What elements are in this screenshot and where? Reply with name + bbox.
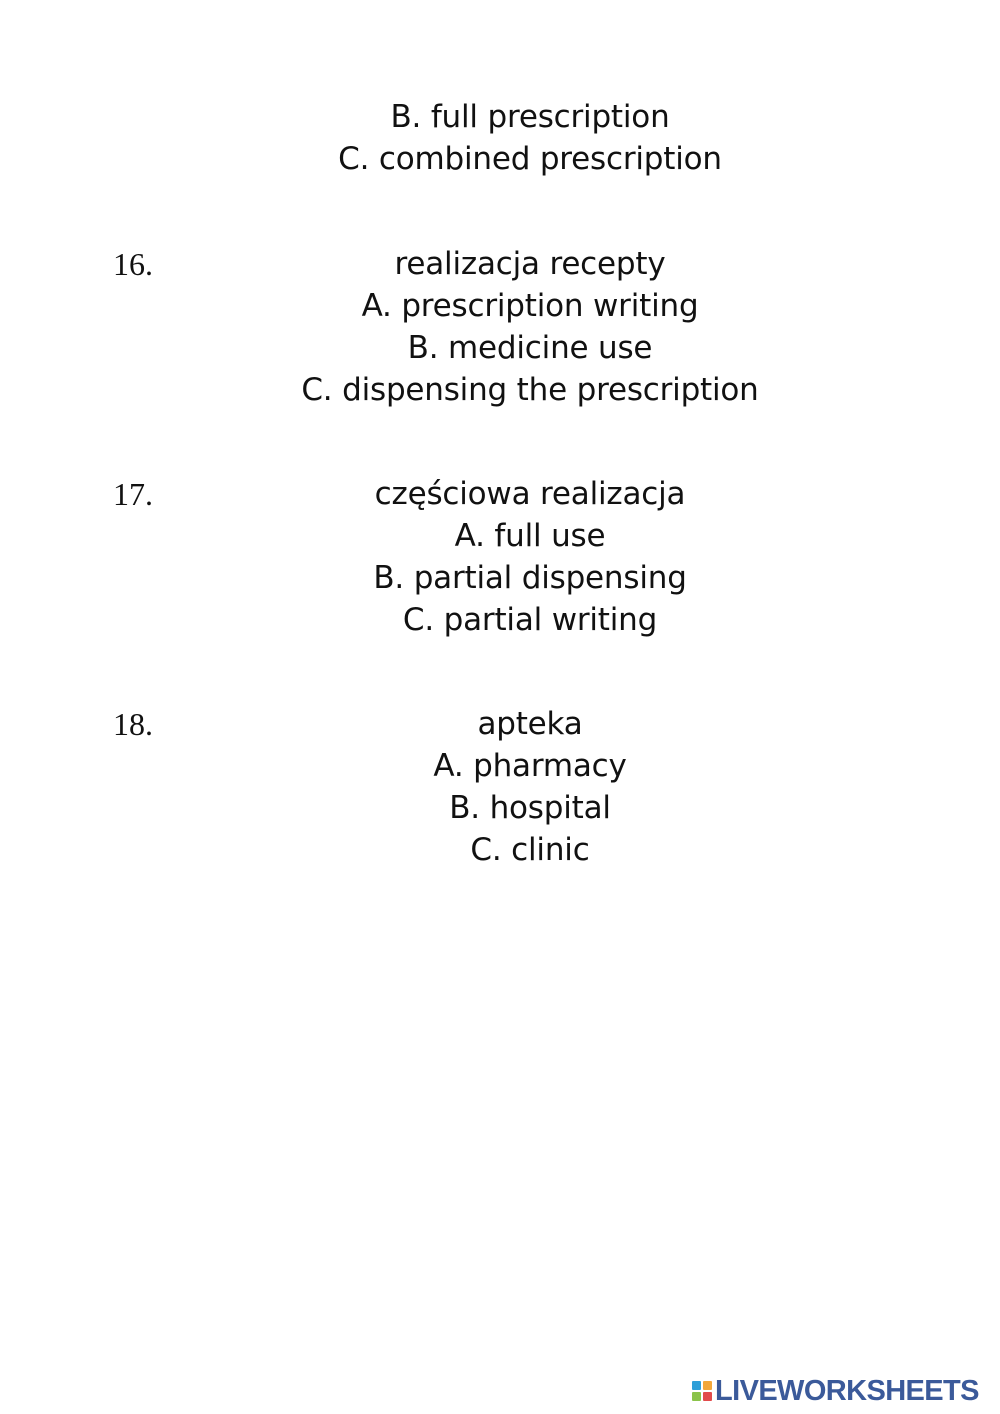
option-b[interactable]: B. medicine use [407,330,653,366]
question-number: 17. [113,476,153,512]
option-c[interactable]: C. partial writing [402,602,658,638]
question-term: realizacja recepty [394,246,666,282]
option-b[interactable]: B. partial dispensing [373,560,687,596]
option-b: B. full prescription [390,99,670,135]
option-c: C. combined prescription [338,141,722,177]
logo-text: LIVEWORKSHEETS [715,1374,979,1407]
option-a[interactable]: A. full use [454,518,606,554]
logo-squares-icon [692,1381,712,1401]
option-c[interactable]: C. dispensing the prescription [301,372,759,408]
liveworksheets-logo [692,1374,979,1408]
question-term: apteka [477,706,583,742]
question-number: 18. [113,706,153,742]
logo-square [703,1392,712,1401]
option-b[interactable]: B. hospital [449,790,611,826]
logo-square [703,1381,712,1390]
logo-square [692,1392,701,1401]
question-term: częściowa realizacja [374,476,686,512]
option-c[interactable]: C. clinic [470,832,590,868]
question-number: 16. [113,246,153,282]
option-a[interactable]: A. pharmacy [433,748,627,784]
option-a[interactable]: A. prescription writing [361,288,699,324]
logo-square [692,1381,701,1390]
